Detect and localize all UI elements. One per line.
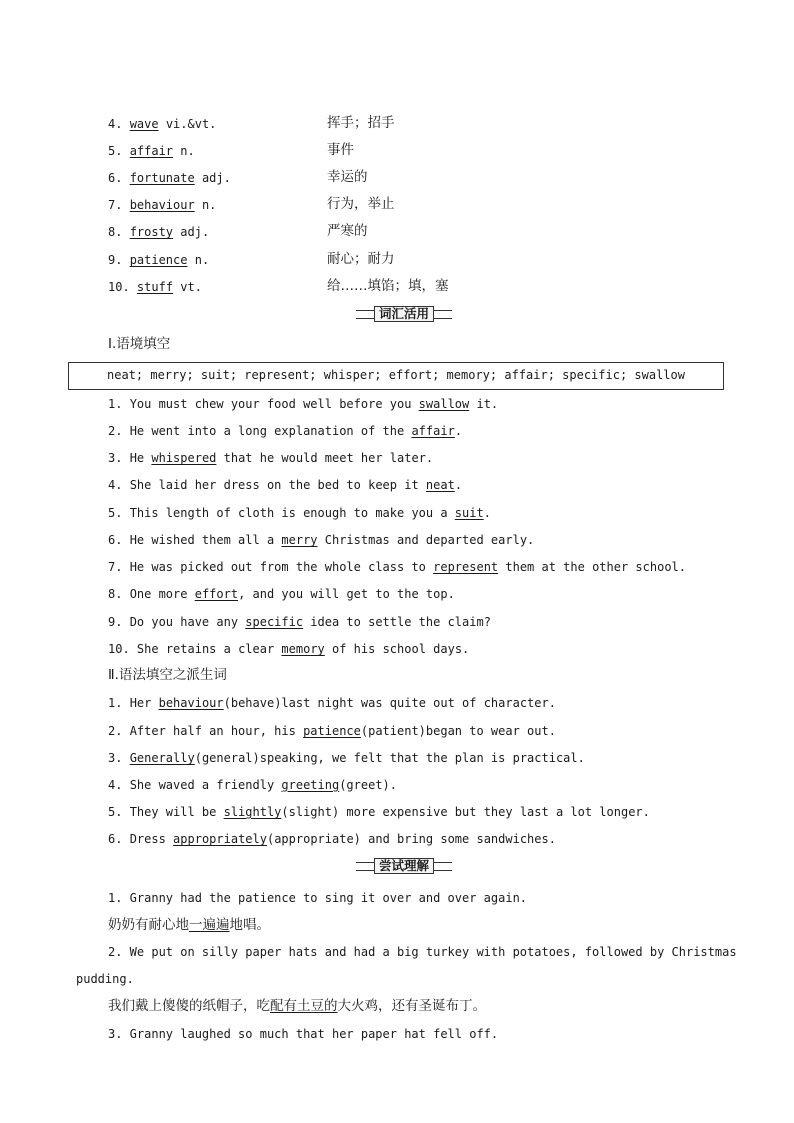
- part2-title: Ⅱ.语法填空之派生词: [108, 667, 227, 683]
- vocab-item-9: 9. patience n.: [108, 253, 210, 267]
- sentence-1-en: 1. Granny had the patience to sing it over and over again.: [108, 891, 528, 905]
- section-banner-try-understand: 尝试理解: [356, 858, 452, 874]
- list-item: 2. After half an hour, his patience(patient)began to wear out.: [108, 724, 556, 738]
- sentence-1-zh: 奶奶有耐心地一遍遍地唱。: [108, 917, 270, 933]
- list-item: 6. He wished them all a merry Christmas and departed early.: [108, 533, 535, 547]
- vocab-item-4: 4. wave vi.&vt.: [108, 117, 217, 131]
- vocab-item-7: 7. behaviour n.: [108, 198, 217, 212]
- sentence-2-en-cont: pudding.: [76, 972, 134, 986]
- sentence-2-en: 2. We put on silly paper hats and had a big turkey with potatoes, followed by Christmas: [108, 945, 737, 959]
- vocab-meaning-7: 行为，举止: [327, 196, 395, 212]
- vocab-item-10: 10. stuff vt.: [108, 280, 202, 294]
- list-item: 8. One more effort, and you will get to the top.: [108, 587, 455, 601]
- vocab-item-5: 5. affair n.: [108, 144, 195, 158]
- list-item: 5. This length of cloth is enough to make you a suit.: [108, 506, 491, 520]
- vocab-meaning-4: 挥手；招手: [327, 115, 395, 131]
- list-item: 1. Her behaviour(behave)last night was quite out of character.: [108, 696, 556, 710]
- word-bank: neat; merry; suit; represent; whisper; effort; memory; affair; specific; swallow: [107, 368, 685, 382]
- vocab-meaning-8: 严寒的: [327, 223, 368, 239]
- list-item: 5. They will be slightly(slight) more expensive but they last a lot longer.: [108, 805, 650, 819]
- list-item: 10. She retains a clear memory of his school days.: [108, 642, 470, 656]
- list-item: 4. She laid her dress on the bed to keep it neat.: [108, 478, 463, 492]
- list-item: 7. He was picked out from the whole class to represent them at the other school.: [108, 560, 686, 574]
- word-bank-box: [68, 362, 724, 390]
- vocab-meaning-9: 耐心；耐力: [327, 251, 395, 267]
- list-item: 9. Do you have any specific idea to settle the claim?: [108, 615, 491, 629]
- sentence-2-zh: 我们戴上傻傻的纸帽子，吃配有土豆的大火鸡，还有圣诞布丁。: [108, 998, 486, 1014]
- vocab-meaning-6: 幸运的: [327, 169, 368, 185]
- vocab-meaning-10: 给……填馅；填，塞: [327, 278, 449, 294]
- list-item: 6. Dress appropriately(appropriate) and bring some sandwiches.: [108, 832, 556, 846]
- part1-title: Ⅰ.语境填空: [108, 336, 171, 352]
- section-banner-vocab-use: 词汇活用: [356, 306, 452, 322]
- vocab-meaning-5: 事件: [327, 142, 354, 158]
- list-item: 4. She waved a friendly greeting(greet).: [108, 778, 397, 792]
- list-item: 3. Generally(general)speaking, we felt that the plan is practical.: [108, 751, 585, 765]
- sentence-3-en: 3. Granny laughed so much that her paper hat fell off.: [108, 1027, 499, 1041]
- vocab-item-8: 8. frosty adj.: [108, 225, 210, 239]
- list-item: 2. He went into a long explanation of the affair.: [108, 424, 463, 438]
- vocab-item-6: 6. fortunate adj.: [108, 171, 231, 185]
- list-item: 3. He whispered that he would meet her later.: [108, 451, 434, 465]
- list-item: 1. You must chew your food well before you swallow it.: [108, 397, 499, 411]
